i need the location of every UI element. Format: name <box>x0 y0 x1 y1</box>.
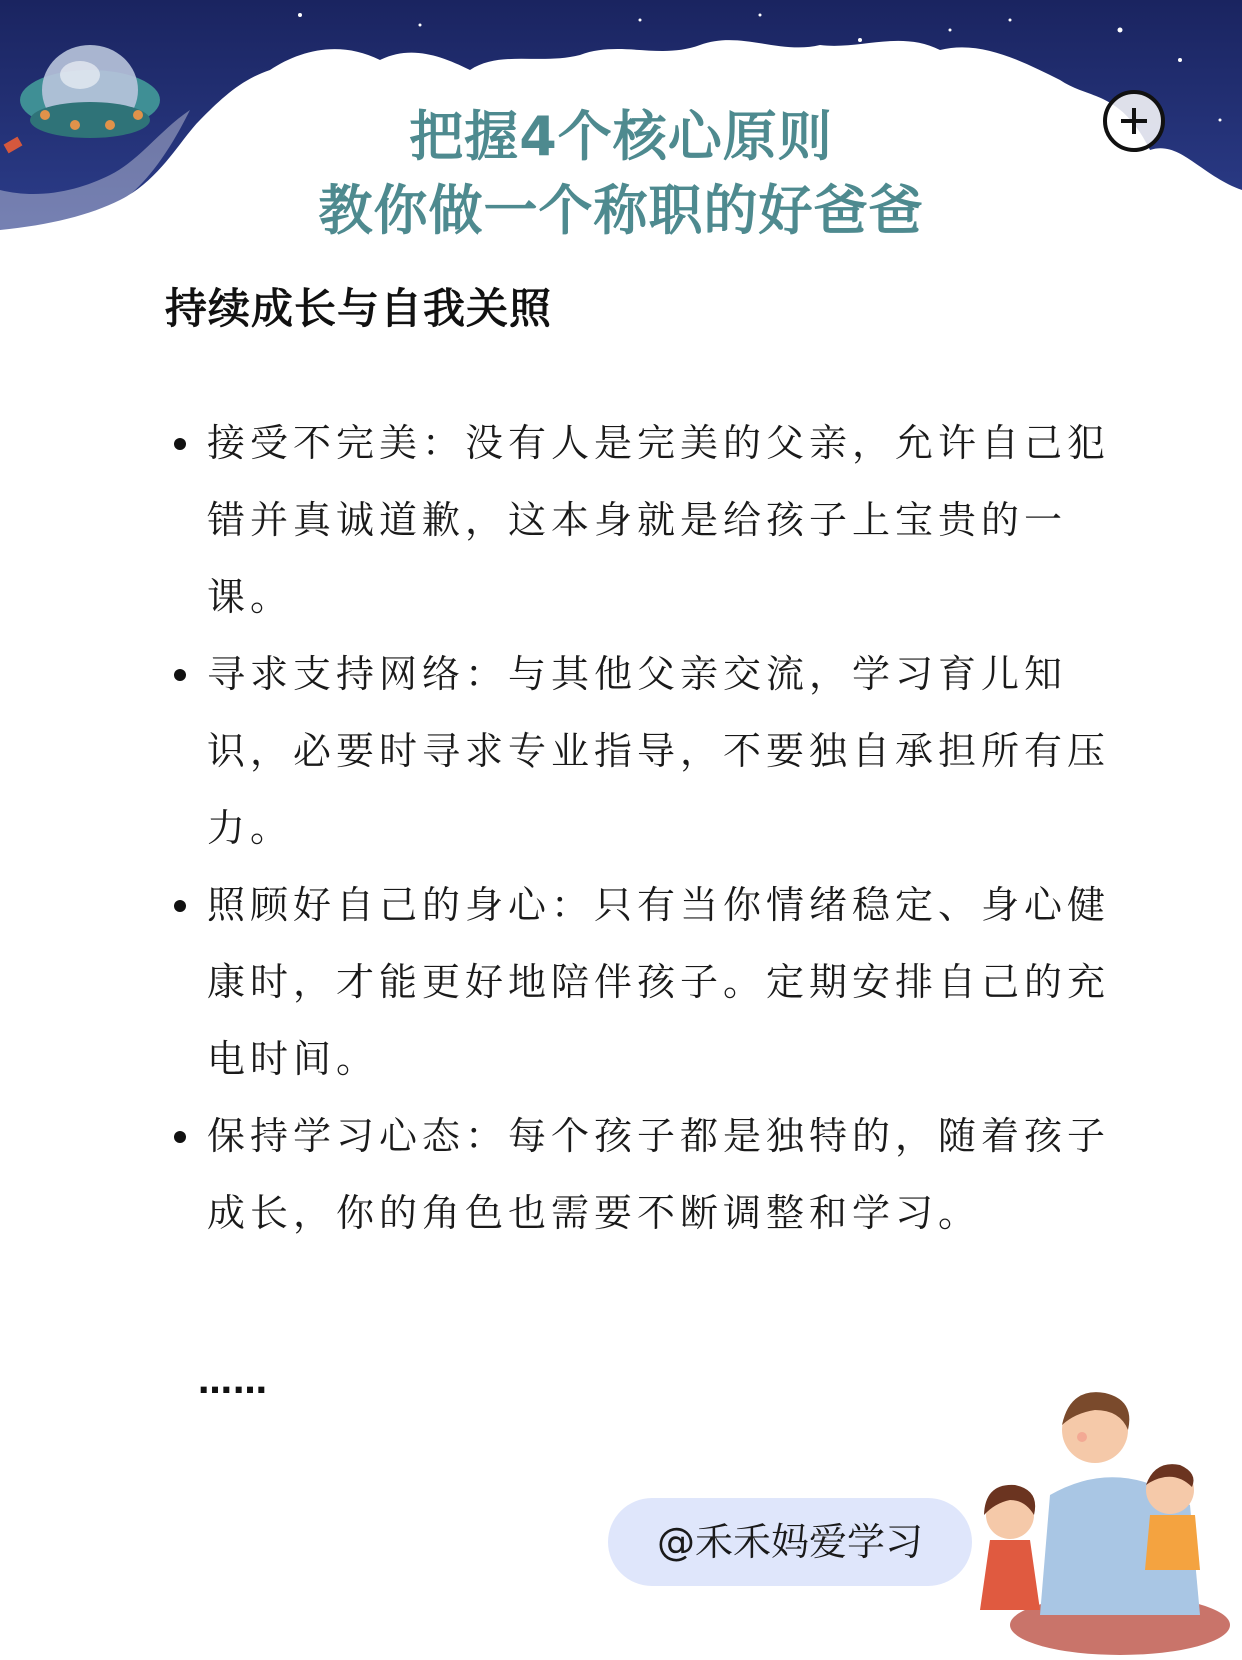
title-line-2: 教你做一个称职的好爸爸 <box>318 179 924 242</box>
list-item-text: 照顾好自己的身心：只有当你情绪稳定、身心健康时，才能更好地陪伴孩子。定期安排自己的充电时间。 <box>207 883 1111 1081</box>
bullet-dot-icon <box>174 438 186 450</box>
page-title <box>0 100 1242 248</box>
bullet-dot-icon <box>174 1131 186 1143</box>
bullet-dot-icon <box>174 900 186 912</box>
author-handle[interactable]: @禾禾妈爱学习 <box>608 1498 972 1586</box>
list-item-text: 接受不完美：没有人是完美的父亲，允许自己犯错并真诚道歉，这本身就是给孩子上宝贵的一课。 <box>207 421 1111 619</box>
add-button[interactable] <box>1103 90 1165 152</box>
tips-list <box>165 405 1115 1252</box>
section-heading: 持续成长与自我关照 <box>165 284 553 333</box>
list-item <box>165 636 1115 867</box>
list-item <box>165 405 1115 636</box>
list-item-text: 保持学习心态：每个孩子都是独特的，随着孩子成长，你的角色也需要不断调整和学习。 <box>207 1114 1111 1235</box>
list-item <box>165 867 1115 1098</box>
list-item-text: 寻求支持网络：与其他父亲交流，学习育儿知识，必要时寻求专业指导，不要独自承担所有压力。 <box>207 652 1111 850</box>
bullet-dot-icon <box>174 669 186 681</box>
list-item <box>165 1098 1115 1252</box>
continuation-ellipsis: …… <box>198 1362 268 1402</box>
title-line-1: 把握4个核心原则 <box>409 105 833 168</box>
family-illustration <box>970 1375 1242 1660</box>
